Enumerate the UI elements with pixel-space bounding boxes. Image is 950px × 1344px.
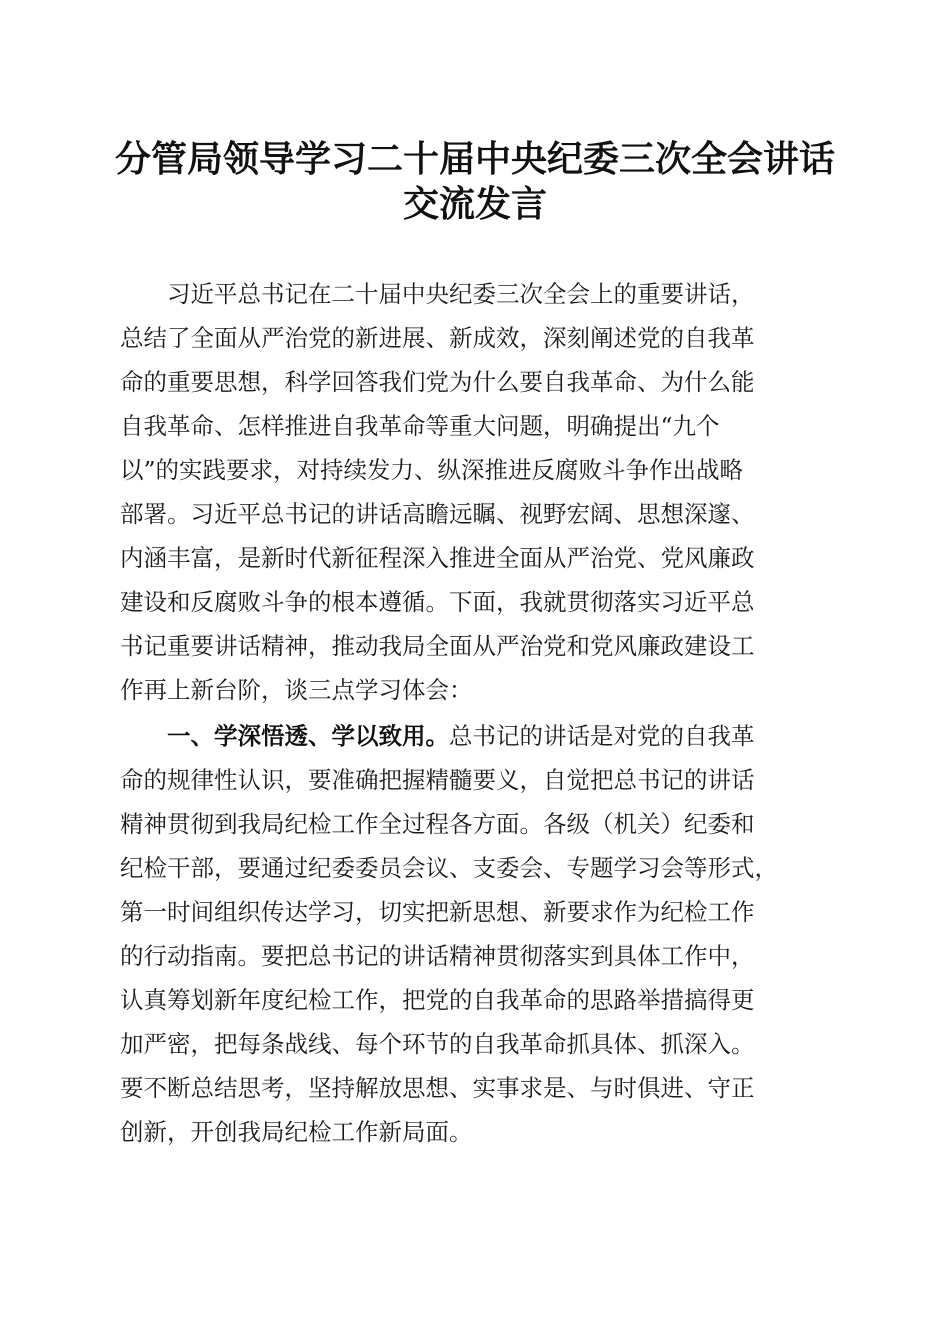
section-1-line: 精神贯彻到我局纪检工作全过程各方面。各级（机关）纪委和 [120, 810, 755, 838]
section-1-line: 要不断总结思考，坚持解放思想、实事求是、与时俱进、守正 [120, 1074, 755, 1102]
document-title-line-1: 分管局领导学习二十届中央纪委三次全会讲话 [114, 138, 835, 180]
intro-line: 部署。习近平总书记的讲话高瞻远瞩、视野宏阔、思想深邃、 [120, 500, 755, 528]
document-title-line-2: 交流发言 [402, 183, 547, 225]
intro-line: 以”的实践要求，对持续发力、纵深推进反腐败斗争作出战略 [120, 456, 744, 484]
intro-line: 作再上新台阶，谈三点学习体会： [120, 676, 473, 704]
intro-line: 习近平总书记在二十届中央纪委三次全会上的重要讲话， [167, 280, 755, 308]
intro-line: 内涵丰富，是新时代新征程深入推进全面从严治党、党风廉政 [120, 544, 755, 572]
section-1-line: 纪检干部，要通过纪委委员会议、支委会、专题学习会等形式， [120, 854, 778, 882]
section-1-line: 命的规律性认识，要准确把握精髓要义，自觉把总书记的讲话 [120, 766, 755, 794]
intro-line: 命的重要思想，科学回答我们党为什么要自我革命、为什么能 [120, 368, 755, 396]
intro-line: 自我革命、怎样推进自我革命等重大问题，明确提出“九个 [120, 412, 720, 440]
intro-line: 书记重要讲话精神，推动我局全面从严治党和党风廉政建设工 [120, 632, 755, 660]
section-1-first-line [167, 714, 755, 758]
section-1-line: 认真筹划新年度纪检工作，把党的自我革命的思路举措搞得更 [120, 986, 755, 1014]
section-1-line: 创新，开创我局纪检工作新局面。 [120, 1118, 473, 1146]
section-1-line: 第一时间组织传达学习，切实把新思想、新要求作为纪检工作 [120, 898, 755, 926]
section-1-first-line-text: 总书记的讲话是对党的自我革 [449, 722, 755, 750]
intro-line: 建设和反腐败斗争的根本遵循。下面，我就贯彻落实习近平总 [120, 588, 755, 616]
intro-line: 总结了全面从严治党的新进展、新成效，深刻阐述党的自我革 [120, 324, 755, 352]
section-1-heading: 一、学深悟透、学以致用。 [167, 722, 449, 750]
section-1-line: 加严密，把每条战线、每个环节的自我革命抓具体、抓深入。 [120, 1030, 755, 1058]
section-1-line: 的行动指南。要把总书记的讲话精神贯彻落实到具体工作中， [120, 942, 755, 970]
